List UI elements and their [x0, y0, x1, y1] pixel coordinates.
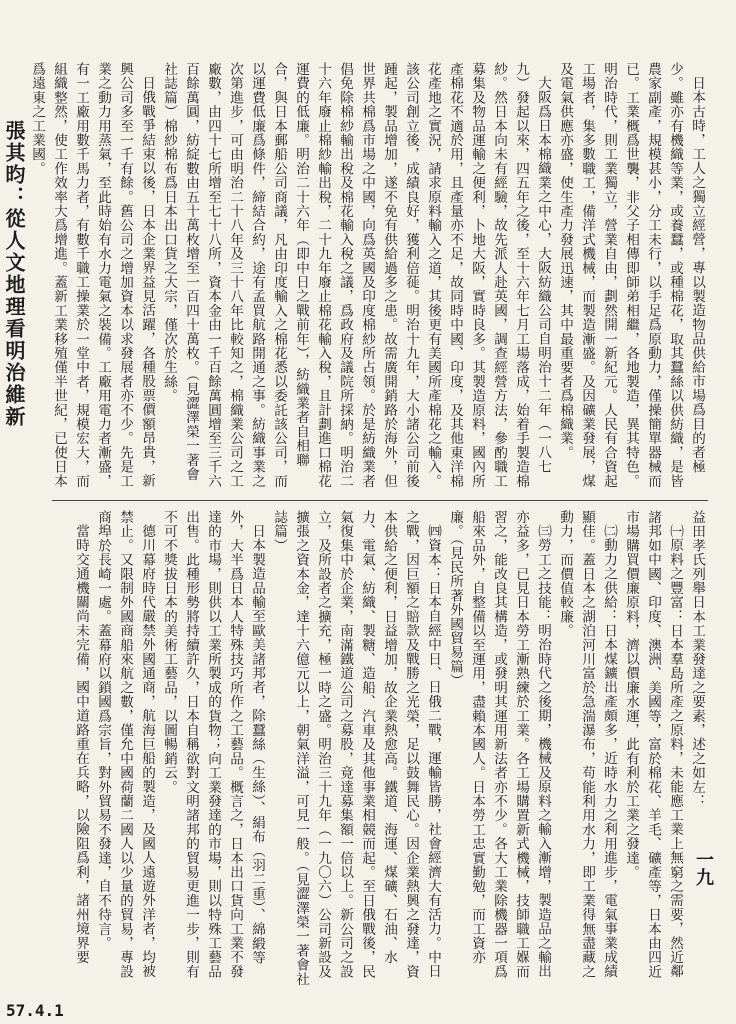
paragraph: 日俄戰爭結束以後，日本企業界益見活躍，各種股票價額昂貴，新興公司多至一千有餘。舊公司之增加資本以求發展者亦不少。先是工業之動力用蒸氣，至此時始有水力電氣之裝備。工廠用電力者漸盛，有一工廠用數千馬力者，有數千職工操業於一堂中者，規模宏大，而組織整然，使工作效率大爲增進。蓋新工業移殖僅半世紀，已使日本爲遠東之工業國。 [29, 62, 155, 488]
paragraph: 當時交通機關尚未完備，國中道路重在兵略，以險阻爲利，諸州境界要 [73, 523, 89, 964]
upper-text-block [29, 62, 708, 490]
page-number-text: 一九 [693, 850, 714, 886]
paragraph: 德川幕府時代嚴禁外國通商，航海巨船的製造，及國人遠遊外洋者，均被禁止。又限制外國商船來航之數，僅允中國荷蘭二國人以少量的貿易，專設商埠於長崎一處。蓋幕府以鎖國爲宗旨，對外貿易不發達，自不待言。 [95, 510, 155, 979]
paragraph: 日本古時，工人之獨立經營，專以製造物品供給市場爲目的者極少。雖亦有機織等業，或養蠶，或種棉花，取其蠶絲以供紡織，是皆農家副產，規模甚小，分工未行，以手足爲原動力，僅操簡單器械而已。工業概爲世襲，非父子相傳即師弟相繼，各地製造，異其特色。明治時代，則工業獨立，營業自由，劃然開一新紀元。人民有合資起工場者，集多數職工，備洋式機械，而製造漸盛。及因礦業發展，煤及電氣供應亦盛，使生產力發展迅速，其中最重要者爲棉織業。 [557, 62, 705, 488]
paragraph: 大阪爲日本棉織業之中心，大阪紡織公司自明治十二年（一八七九）發起以來，四五年之後，至十六年七月工場落成，始着手製造棉紗。然日本向未有經驗，故先派人赴英國，調查經營方法，參酌職工募集及物品運輸之便利，卜地大阪，實時良多。其製造原料，國內所產棉花不適於用，且產量亦不足，故同時中國、印度，及其他東洋棉花產地之實況，請求原料輸入之道，其後更有美國所產棉花之輸入。該公司創立後，成績良好，獲利倍蓰。明治十九年，大小諸公司前後踵起，製品增加，遂不免有供給過多之患。故需廣開銷路於海外，但世界共棉爲市場之中國，向爲英國及印度棉紗所占領。於是紡織業者倡免除棉紗輸出稅及棉花輸入稅之議，爲政府及議院所採納。明治二十六年廢止棉紗輸出稅，二十九年廢止棉花輸入稅，且計劃進口棉花運費的低廉。明治二十六年（即中日之戰前年），紡織業者自相聯合，與日本郵船公司商議，凡由印度輸入之棉花悉以委託該公司，而以運費低廉爲條件，締結合約，途有孟買航路開通之事。紡織事業之次第進步，可由明治二十八年及三十八年比較知之，棉織業公司之工廠數，由四十七所增至七十八所，資本金由一千百餘萬圓增至三千六百餘萬圓，紡綻數由五十萬枚增至一百四十萬枚。（見澀澤榮一著會社誌篇）棉紗棉布爲日本出口貨之大宗，僅次於生絲。 [161, 62, 551, 488]
running-title [0, 120, 29, 428]
page-number [690, 850, 716, 886]
section-divider [52, 500, 708, 501]
lower-text-block [52, 510, 708, 990]
paragraph: 日本製造品輸至歐美諸邦者，除蠶絲（生絲）、絹布（羽二重）、綿緞等外，大半爲日本人特殊技巧所作之工藝品。概言之，日本出口貨向工業不發達的市場，則供以工業所製成的貨物；向工業發達的市場，則以特殊工藝品出售。此種形勢將持續許久，日本自稱欲對文明諸邦的貿易更進一步，則有不可不獎拔日本的美術工藝品，以圖暢銷云。 [161, 510, 265, 979]
list-item: ㈡動力之供給：日本煤鑛出產頗多，近時水力之利用進步，電氣事業成績顯佳。蓋日本之湖泊河川富於急湍瀑布，苟能利用水力，即工業得無盡藏之動力，而價值較廉。 [557, 510, 617, 979]
paragraph: 益田孝氏列舉日本工業發達之要素，述之如左： [689, 510, 705, 809]
list-item: ㈢勞工之技能：明治時代之後期，機械及原料之輸入漸增，製造品之輸出亦益多，已見日本勞工漸熟練於工業。各工場購置新式機械，技師職工媬而習之，能改良其構造，或發明其運用新法者亦不少。各大工業除機器一項爲船來品外，自整備以至運用，盡賴本國人。日本勞工忠實勤勉，而工資亦廉。（見民所著外國貿易篇） [447, 510, 551, 979]
article-title: 從人文地理看明治維新 [2, 208, 26, 428]
list-item: ㈣資本：日本自經中日、日俄二戰，運輸皆勝，社會經濟大有活力。中日之戰，因巨額之賠款及戰勝之光榮，足以鼓舞民心。因企業熱興之發達，資本供給之便利，日益增加，故企業熱愈高。鐵道、海運、煤礦、石油、水力、電氣、紡織、製糖、造船、汽車及其他事業相競而起。至日俄戰後，民氣復集中於企業，南滿鐵道公司之募股，竟達募集額一倍以上。新公司之設立，及所設者之擴充，極一時之盛。明治三十九年（一九〇六）公司新設及擴張之資本金，達十六億元以上，朝氣洋溢，可見一般。（見澀澤榮一著會社誌篇） [271, 510, 441, 986]
author-name: 張其昀 [2, 120, 26, 186]
title-separator: ： [2, 186, 26, 208]
list-item: ㈠原料之豐富：日本羣島所產之原料，未能應工業上無窮之需要，然近鄰諸邦如中國、印度、澳洲、美國等，富於棉花、羊毛、礦產等，日本由四近市場購買價廉原料，濟以價廉水運，此有利於工業之發達。 [623, 510, 683, 979]
date-stamp: 57.4.1 [6, 1001, 64, 1020]
